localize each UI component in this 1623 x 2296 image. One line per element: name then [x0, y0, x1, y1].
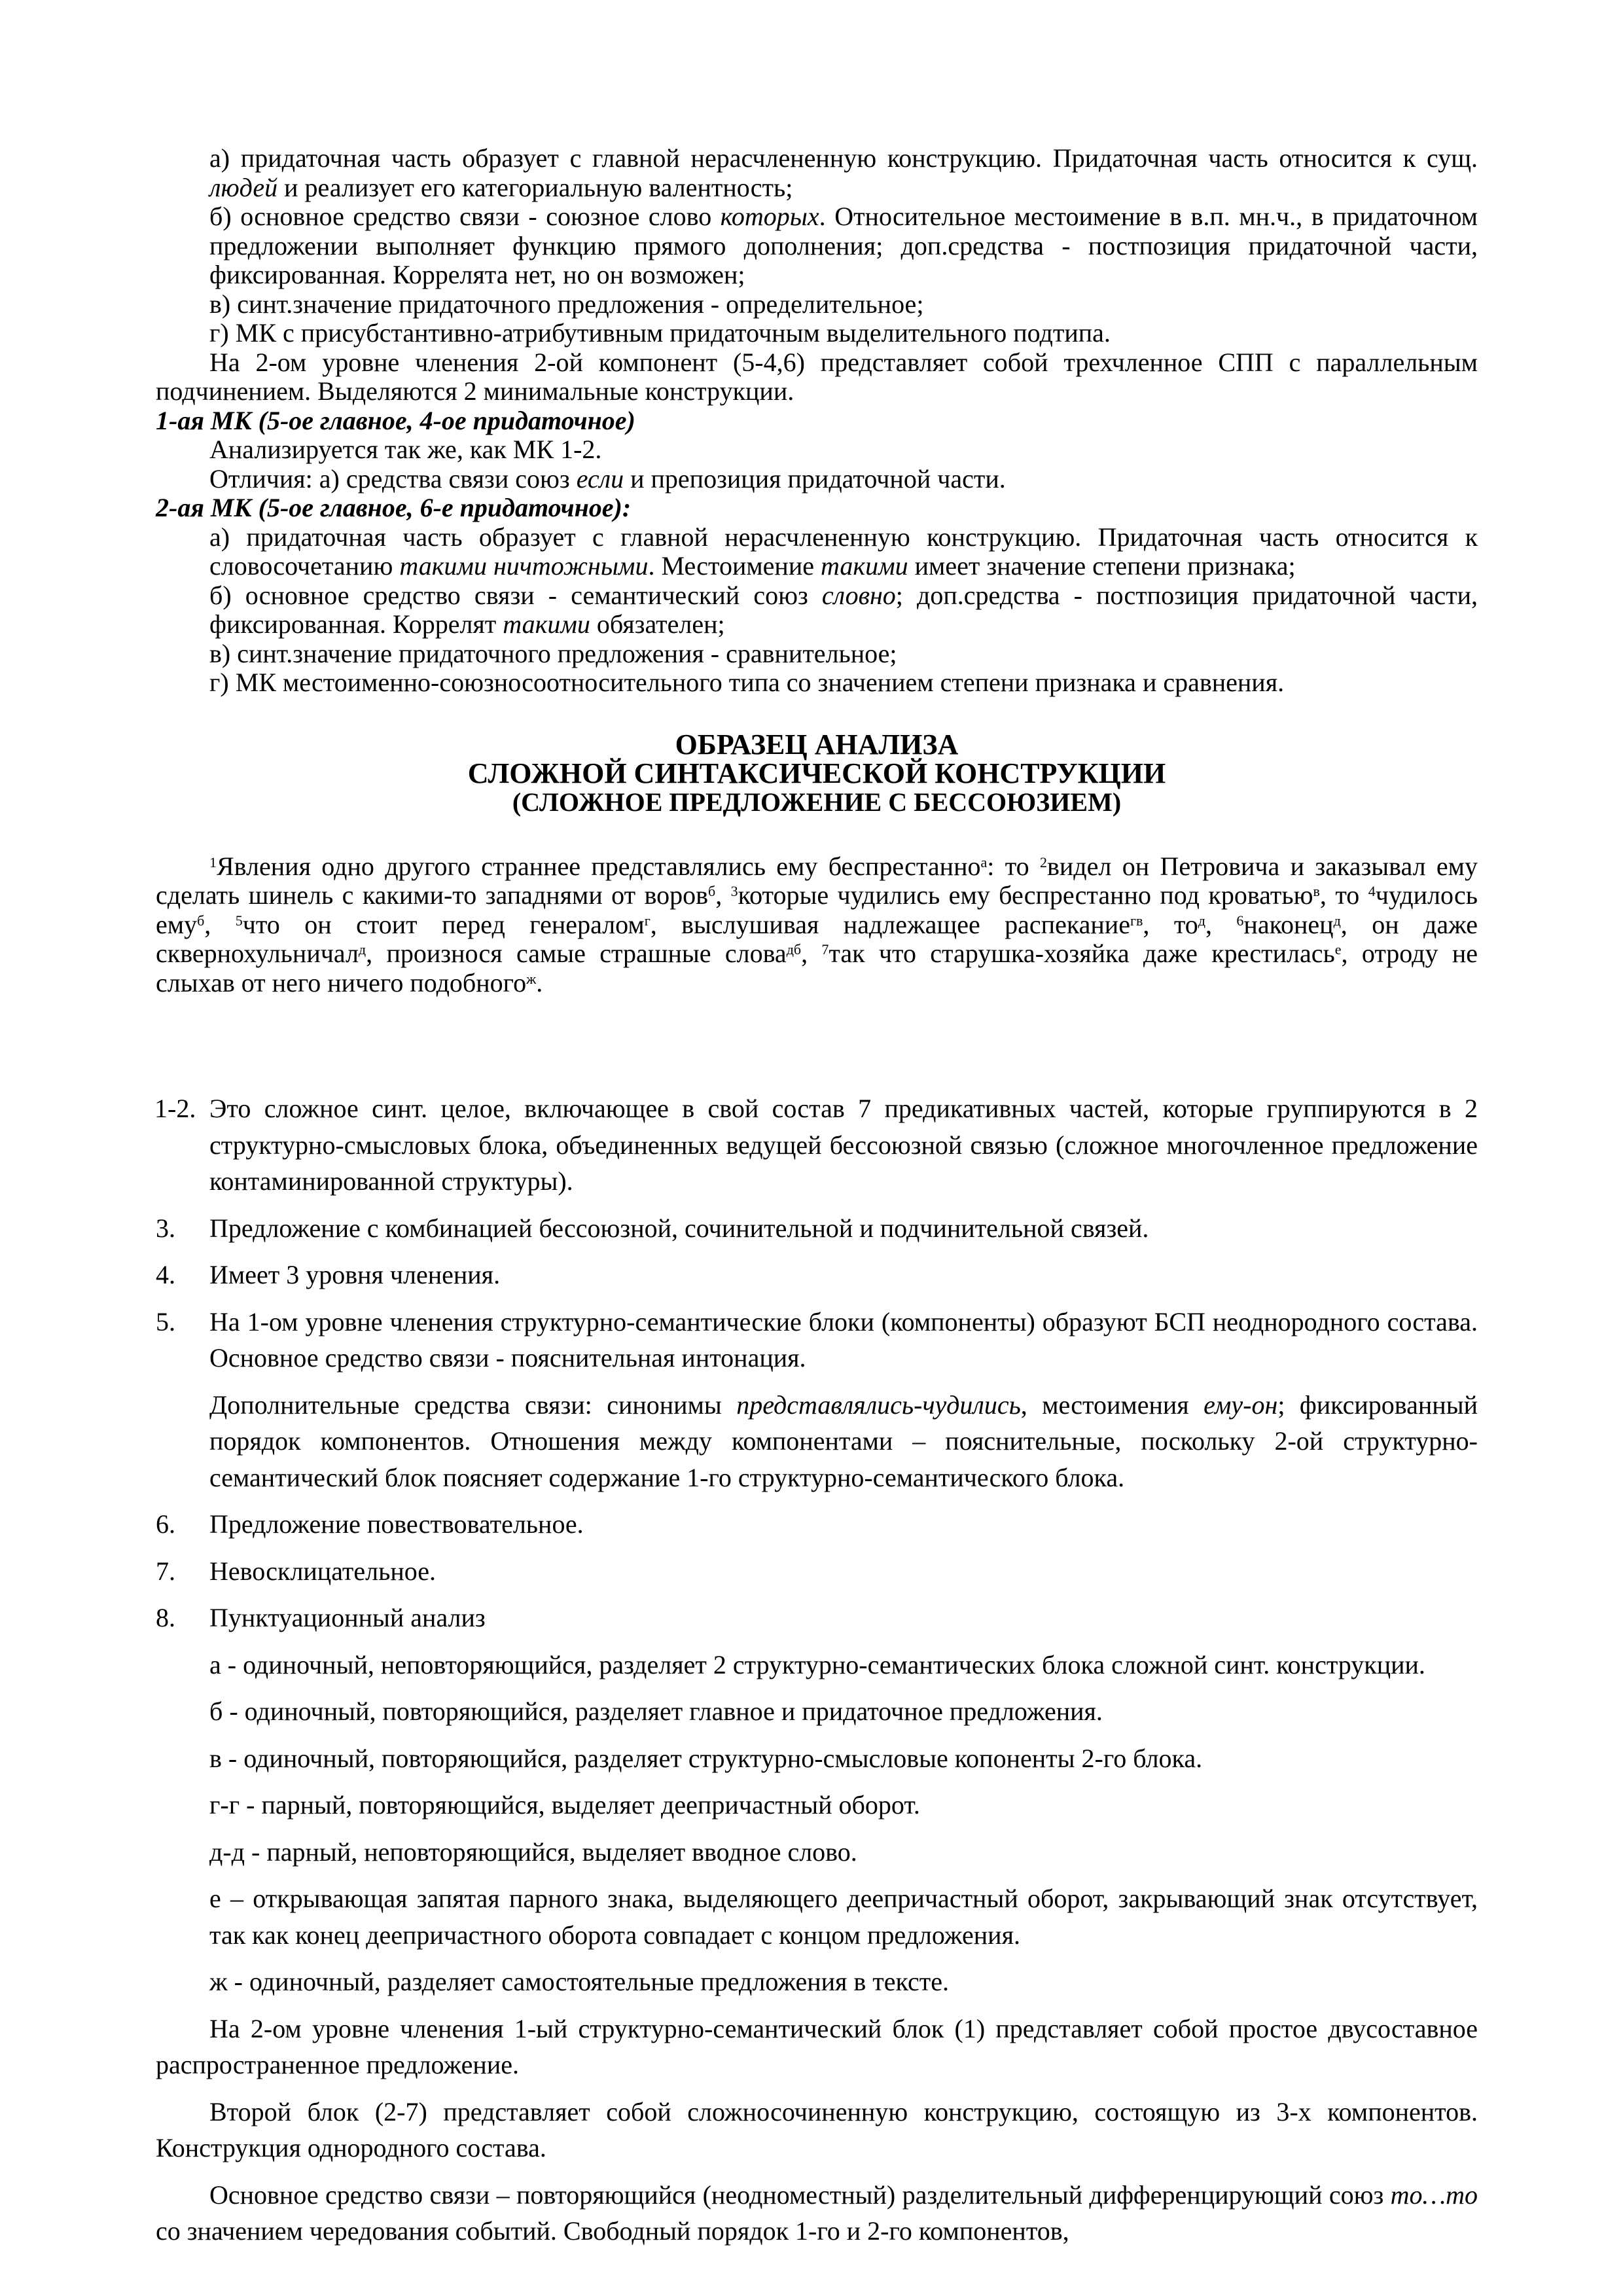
title-line-2: СЛОЖНОЙ СИНТАКСИЧЕСКОЙ КОНСТРУКЦИИ [467, 757, 1166, 789]
analysis-paragraph-2: Второй блок (2-7) представляет собой сложносочиненную конструкцию, состоящую из 3-х компонентов. Конструкция однородного состава. [156, 2096, 1478, 2163]
punctuation-list [156, 1647, 1478, 2000]
analysis-section [156, 1090, 1478, 2250]
top-section [156, 144, 1478, 698]
punct-g: г-г - парный, повторяющийся, выделяет деепричастный оборот. [209, 1790, 920, 1820]
punct-a: а - одиночный, неповторяющийся, разделяет 2 структурно-семантических блока сложной синт. конструкции. [209, 1649, 1425, 1679]
mk1-heading: 1-ая МК (5-ое главное, 4-ое придаточное) [156, 405, 635, 435]
paragraph-v1: в) синт.значение придаточного предложения - определительное; [209, 289, 924, 319]
analysis-paragraph-1: На 2-ом уровне членения 1-ый структурно-семантический блок (1) представляет собой простое двусоставное распространенное предложение. [156, 2013, 1478, 2080]
analysis-item-7: 7. Невосклицательное. [156, 1556, 437, 1586]
title-line-3: (СЛОЖНОЕ ПРЕДЛОЖЕНИЕ С БЕССОЮЗИЕМ) [512, 787, 1122, 817]
analysis-item-3: 3. Предложение с комбинацией бессоюзной, сочинительной и подчинительной связей. [156, 1213, 1149, 1243]
analysis-paragraph-3: Основное средство связи – повторяющийся (неодноместный) разделительный дифференцирующий союз то…то со значением чередования событий. Свободный порядок 1-го и 2-го компонентов, [156, 2179, 1478, 2246]
punct-d: д-д - парный, неповторяющийся, выделяет вводное слово. [209, 1837, 857, 1867]
mk2-line-b: б) основное средство связи - семантический союз словно; доп.средства - постпозиция придаточной части, фиксированная. Коррелят такими обязателен; [209, 580, 1478, 639]
punct-zh: ж - одиночный, разделяет самостоятельные предложения в тексте. [209, 1967, 949, 1997]
example-text: $^1$Явления одно другого страннее представлялись ему беспрестанно$^а$: то $^2$видел он Петровича и заказывал ему сделать шинель с какими-то западнями от воров$^б$, $^3$которые чудились ему беспрестанно под кроватью$^в$, то $^4$чудилось ему$^б$, $^5$что он стоит перед генералом$^г$, выслушивая надлежащее распекание$^{гв}$, $то^д$, $^6$наконец$^д$, он даже сквернохульничал$^д$, произнося самые страшные слова$^{дб}$, $^7$так что старушка-хозяйка даже крестилась$^е$, отроду не слыхав от него ничего подобного$^ж$. [156, 851, 1478, 997]
document-page [156, 144, 1478, 2260]
mk1-line1: Анализируется так же, как МК 1-2. [209, 435, 602, 464]
paragraph-b1: б) основное средство связи - союзное слово которых. Относительное местоимение в в.п. мн.ч., в придаточном предложении выполняет функцию прямого дополнения; доп.средства - постпозиция придаточной части, фиксированная. Коррелята нет, но он возможен; [209, 202, 1478, 289]
title-line-1: ОБРАЗЕЦ АНАЛИЗА [675, 728, 959, 761]
level2-paragraph: На 2-ом уровне членения 2-ой компонент (5-4,6) представляет собой трехчленное СПП с параллельным подчинением. Выделяются 2 минимальные конструкции. [156, 347, 1478, 406]
mk1-line2: Отличия: а) средства связи союз если и препозиция придаточной части. [209, 463, 1006, 493]
punct-b: б - одиночный, повторяющийся, разделяет главное и придаточное предложения. [209, 1696, 1103, 1727]
mk2-line-v: в) синт.значение придаточного предложения - сравнительное; [209, 638, 897, 668]
analysis-item-4: 4. Имеет 3 уровня членения. [156, 1260, 501, 1290]
punct-e: е – открывающая запятая парного знака, выделяющего деепричастный оборот, закрывающий знак отсутствует, так как конец деепричастного оборота совпадает с концом предложения. [209, 1884, 1478, 1950]
mk2-heading: 2-ая МК (5-ое главное, 6-е придаточное): [156, 493, 632, 522]
paragraph-g1: г) МК с присубстантивно-атрибутивным придаточным выделительного подтипа. [209, 318, 1111, 348]
mk2-line-a: а) придаточная часть образует с главной нерасчлененную конструкцию. Придаточная часть относится к словосочетанию такими ничтожными. Местоимение такими имеет значение степени признака; [209, 522, 1478, 581]
analysis-item-1-2: 1-2. Это сложное синт. целое, включающее в свой состав 7 предикативных частей, которые группируются в 2 структурно-смысловых блока, объединенных ведущей бессоюзной связью (сложное многочленное предложение контаминированной структуры). [154, 1094, 1478, 1196]
punct-v: в - одиночный, повторяющийся, разделяет структурно-смысловые копоненты 2-го блока. [209, 1743, 1203, 1773]
analysis-item-6: 6. Предложение повествовательное. [156, 1509, 584, 1539]
analysis-item-5: 5. На 1-ом уровне членения структурно-семантические блоки (компоненты) образуют БСП неоднородного состава. Основное средство связи - пояснительная интонация. Дополнительные средства связи: синонимы представлялись-чудились, местоимения ему-он; фиксированный порядок компонентов. Отношения между компонентами – пояснительные, поскольку 2-ой структурно-семантический блок поясняет содержание 1-го структурно-семантического блока. [156, 1306, 1478, 1492]
analysis-item-8: 8. Пунктуационный анализ [156, 1603, 486, 1633]
mk2-line-g: г) МК местоименно-союзносоотносительного типа со значением степени признака и сравнения. [209, 668, 1285, 697]
paragraph-a1: а) придаточная часть образует с главной нерасчлененную конструкцию. Придаточная часть относится к сущ. людей и реализует его категориальную валентность; [209, 143, 1478, 202]
